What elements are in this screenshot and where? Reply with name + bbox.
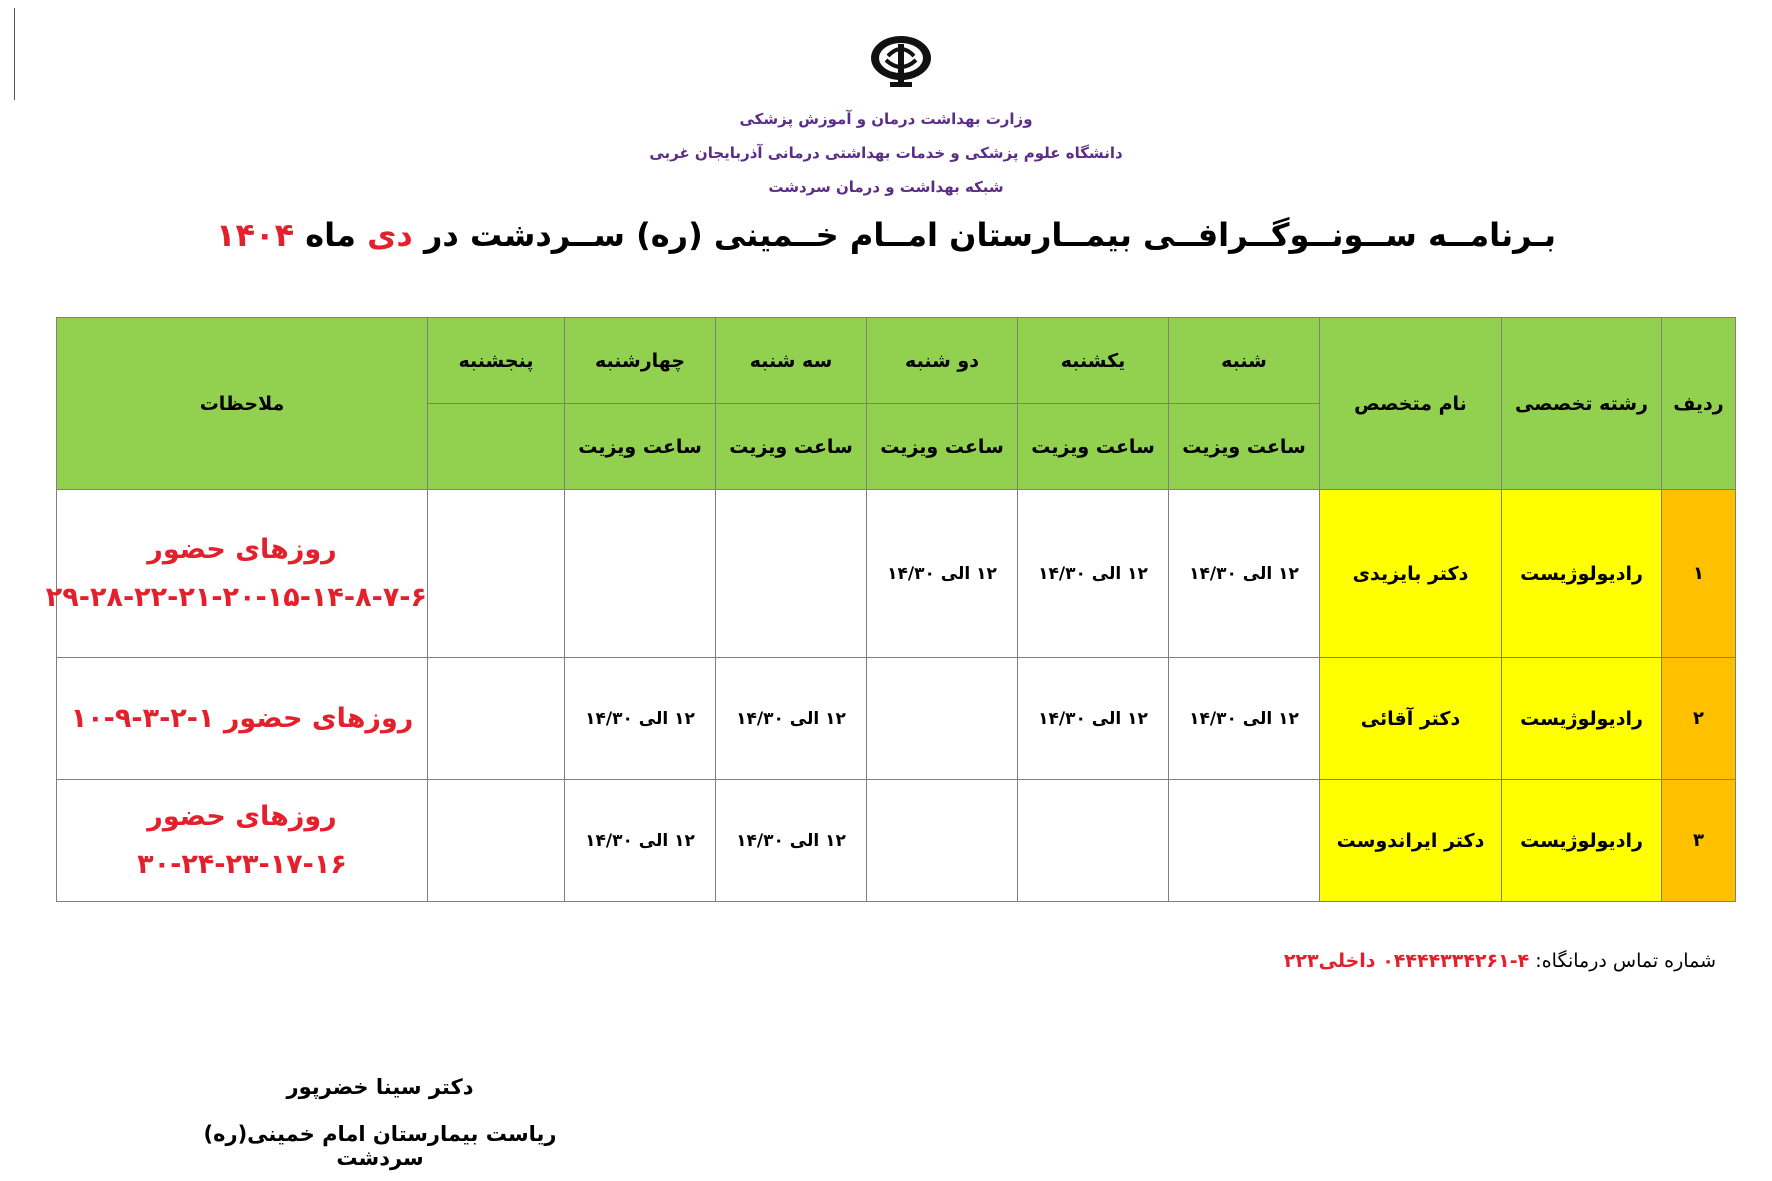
university-heading: دانشگاه علوم پزشکی و خدمات بهداشتی درمانی آذربایجان غربی <box>649 144 1123 162</box>
ministry-logo-icon <box>868 30 934 96</box>
header-notes: ملاحظات <box>57 318 428 490</box>
header-specialty: رشته تخصصی <box>1502 318 1662 490</box>
row-visit-time <box>428 780 565 902</box>
row-number: ۱ <box>1662 490 1736 658</box>
title-year: ۱۴۰۴ <box>215 216 295 254</box>
header-visit-time: ساعت ویزیت <box>867 404 1018 490</box>
page-title <box>0 216 1772 254</box>
row-specialty: رادیولوژیست <box>1502 780 1662 902</box>
row-number: ۲ <box>1662 658 1736 780</box>
contact-number: ۴-۰۴۴۴۴۳۳۴۲۶۱ داخلی۲۲۳ <box>1283 950 1530 972</box>
row-visit-time: ۱۲ الی ۱۴/۳۰ <box>716 658 867 780</box>
contact-label: شماره تماس درمانگاه: <box>1529 950 1716 972</box>
title-month: دی <box>367 216 413 254</box>
title-prefix: بـرنامــه ســونــوگــرافــی بیمــارستان امــام خــمینی (ره) ســردشت در <box>412 216 1557 254</box>
row-visit-time <box>716 490 867 658</box>
row-specialist-name: دکتر ایراندوست <box>1320 780 1502 902</box>
header-day: شنبه <box>1169 318 1320 404</box>
table-row <box>57 780 1736 902</box>
row-visit-time: ۱۲ الی ۱۴/۳۰ <box>1169 658 1320 780</box>
table-header-row <box>57 318 1736 404</box>
table-row <box>57 490 1736 658</box>
row-specialty: رادیولوژیست <box>1502 490 1662 658</box>
row-visit-time <box>428 658 565 780</box>
header-row-number: ردیف <box>1662 318 1736 490</box>
header-day: چهارشنبه <box>565 318 716 404</box>
ministry-heading: وزارت بهداشت درمان و آموزش پزشکی <box>739 110 1033 128</box>
network-heading: شبکه بهداشت و درمان سردشت <box>768 178 1004 196</box>
header-visit-time: ساعت ویزیت <box>1018 404 1169 490</box>
row-visit-time <box>1018 780 1169 902</box>
row-visit-time: ۱۲ الی ۱۴/۳۰ <box>716 780 867 902</box>
row-visit-time: ۱۲ الی ۱۴/۳۰ <box>1018 490 1169 658</box>
row-visit-time: ۱۲ الی ۱۴/۳۰ <box>565 780 716 902</box>
row-visit-time: ۱۲ الی ۱۴/۳۰ <box>1018 658 1169 780</box>
row-specialty: رادیولوژیست <box>1502 658 1662 780</box>
row-visit-time <box>867 658 1018 780</box>
signatory-name: دکتر سینا خضرپور <box>286 1075 474 1099</box>
row-specialist-name: دکتر آقائی <box>1320 658 1502 780</box>
row-visit-time: ۱۲ الی ۱۴/۳۰ <box>565 658 716 780</box>
row-attendance-days: روزهای حضور ۱-۲-۳-۹-۱۰ <box>57 658 428 780</box>
row-visit-time: ۱۲ الی ۱۴/۳۰ <box>867 490 1018 658</box>
title-middle: ماه <box>294 216 368 254</box>
row-attendance-days: روزهای حضور ۱۶-۱۷-۲۳-۲۴-۳۰ <box>57 780 428 902</box>
schedule-table <box>45 317 1736 902</box>
table-row <box>57 658 1736 780</box>
header-day: پنجشنبه <box>428 318 565 404</box>
row-visit-time <box>867 780 1018 902</box>
clinic-contact <box>1284 950 1716 972</box>
row-visit-time <box>565 490 716 658</box>
row-visit-time <box>428 490 565 658</box>
row-number: ۳ <box>1662 780 1736 902</box>
row-visit-time <box>1169 780 1320 902</box>
header-visit-time: ساعت ویزیت <box>716 404 867 490</box>
header-specialist-name: نام متخصص <box>1320 318 1502 490</box>
row-specialist-name: دکتر بایزیدی <box>1320 490 1502 658</box>
header-visit-time: ساعت ویزیت <box>565 404 716 490</box>
header-day: سه شنبه <box>716 318 867 404</box>
page-edge-line <box>14 8 15 100</box>
header-day: دو شنبه <box>867 318 1018 404</box>
row-attendance-days: روزهای حضور ۶-۷-۸-۱۴-۱۵-۲۰-۲۱-۲۲-۲۸-۲۹ <box>57 490 428 658</box>
signatory-position: ریاست بیمارستان امام خمینی(ره) سردشت <box>203 1122 557 1170</box>
header-visit-time: ساعت ویزیت <box>1169 404 1320 490</box>
header-visit-time <box>428 404 565 490</box>
row-visit-time: ۱۲ الی ۱۴/۳۰ <box>1169 490 1320 658</box>
header-day: یکشنبه <box>1018 318 1169 404</box>
